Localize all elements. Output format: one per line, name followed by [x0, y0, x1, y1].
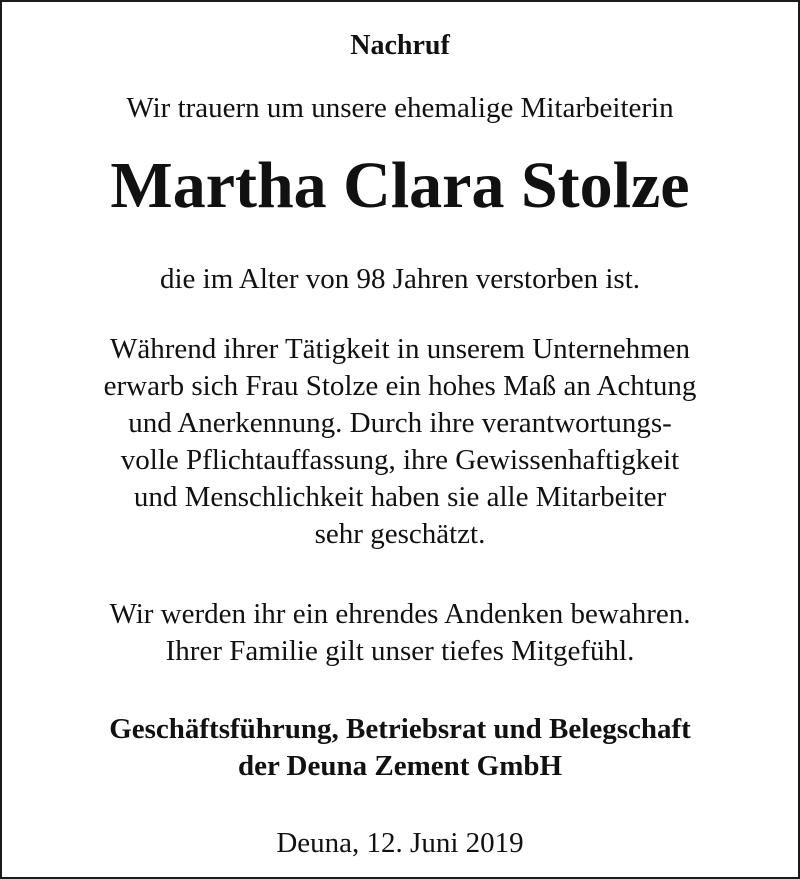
tribute-paragraph — [2, 331, 798, 553]
signature-line: der Deuna Zement GmbH — [237, 750, 563, 782]
remembrance-line: Ihrer Familie gilt unser tiefes Mitgefühl. — [165, 635, 635, 667]
age-line: die im Alter von 98 Jahren verstorben ist. — [159, 263, 640, 295]
tribute-line: erwarb sich Frau Stolze ein hohes Maß an Achtung — [103, 370, 697, 402]
signature-block — [2, 711, 798, 785]
tribute-line: volle Pflichtauffassung, ihre Gewissenhaftigkeit — [120, 444, 680, 476]
remembrance-paragraph — [2, 596, 798, 670]
notice-heading: Nachruf — [350, 30, 450, 61]
deceased-name: Martha Clara Stolze — [110, 149, 690, 222]
intro-line: Wir trauern um unsere ehemalige Mitarbeiterin — [126, 92, 674, 124]
signature-line: Geschäftsführung, Betriebsrat und Belegschaft — [109, 713, 691, 745]
tribute-line: Während ihrer Tätigkeit in unserem Unternehmen — [109, 333, 691, 365]
tribute-line: sehr geschätzt. — [314, 518, 486, 550]
remembrance-line: Wir werden ihr ein ehrendes Andenken bewahren. — [109, 598, 691, 630]
tribute-line: und Menschlichkeit haben sie alle Mitarbeiter — [133, 481, 667, 513]
place-date: Deuna, 12. Juni 2019 — [276, 827, 524, 859]
tribute-line: und Anerkennung. Durch ihre verantwortungs- — [128, 407, 672, 439]
